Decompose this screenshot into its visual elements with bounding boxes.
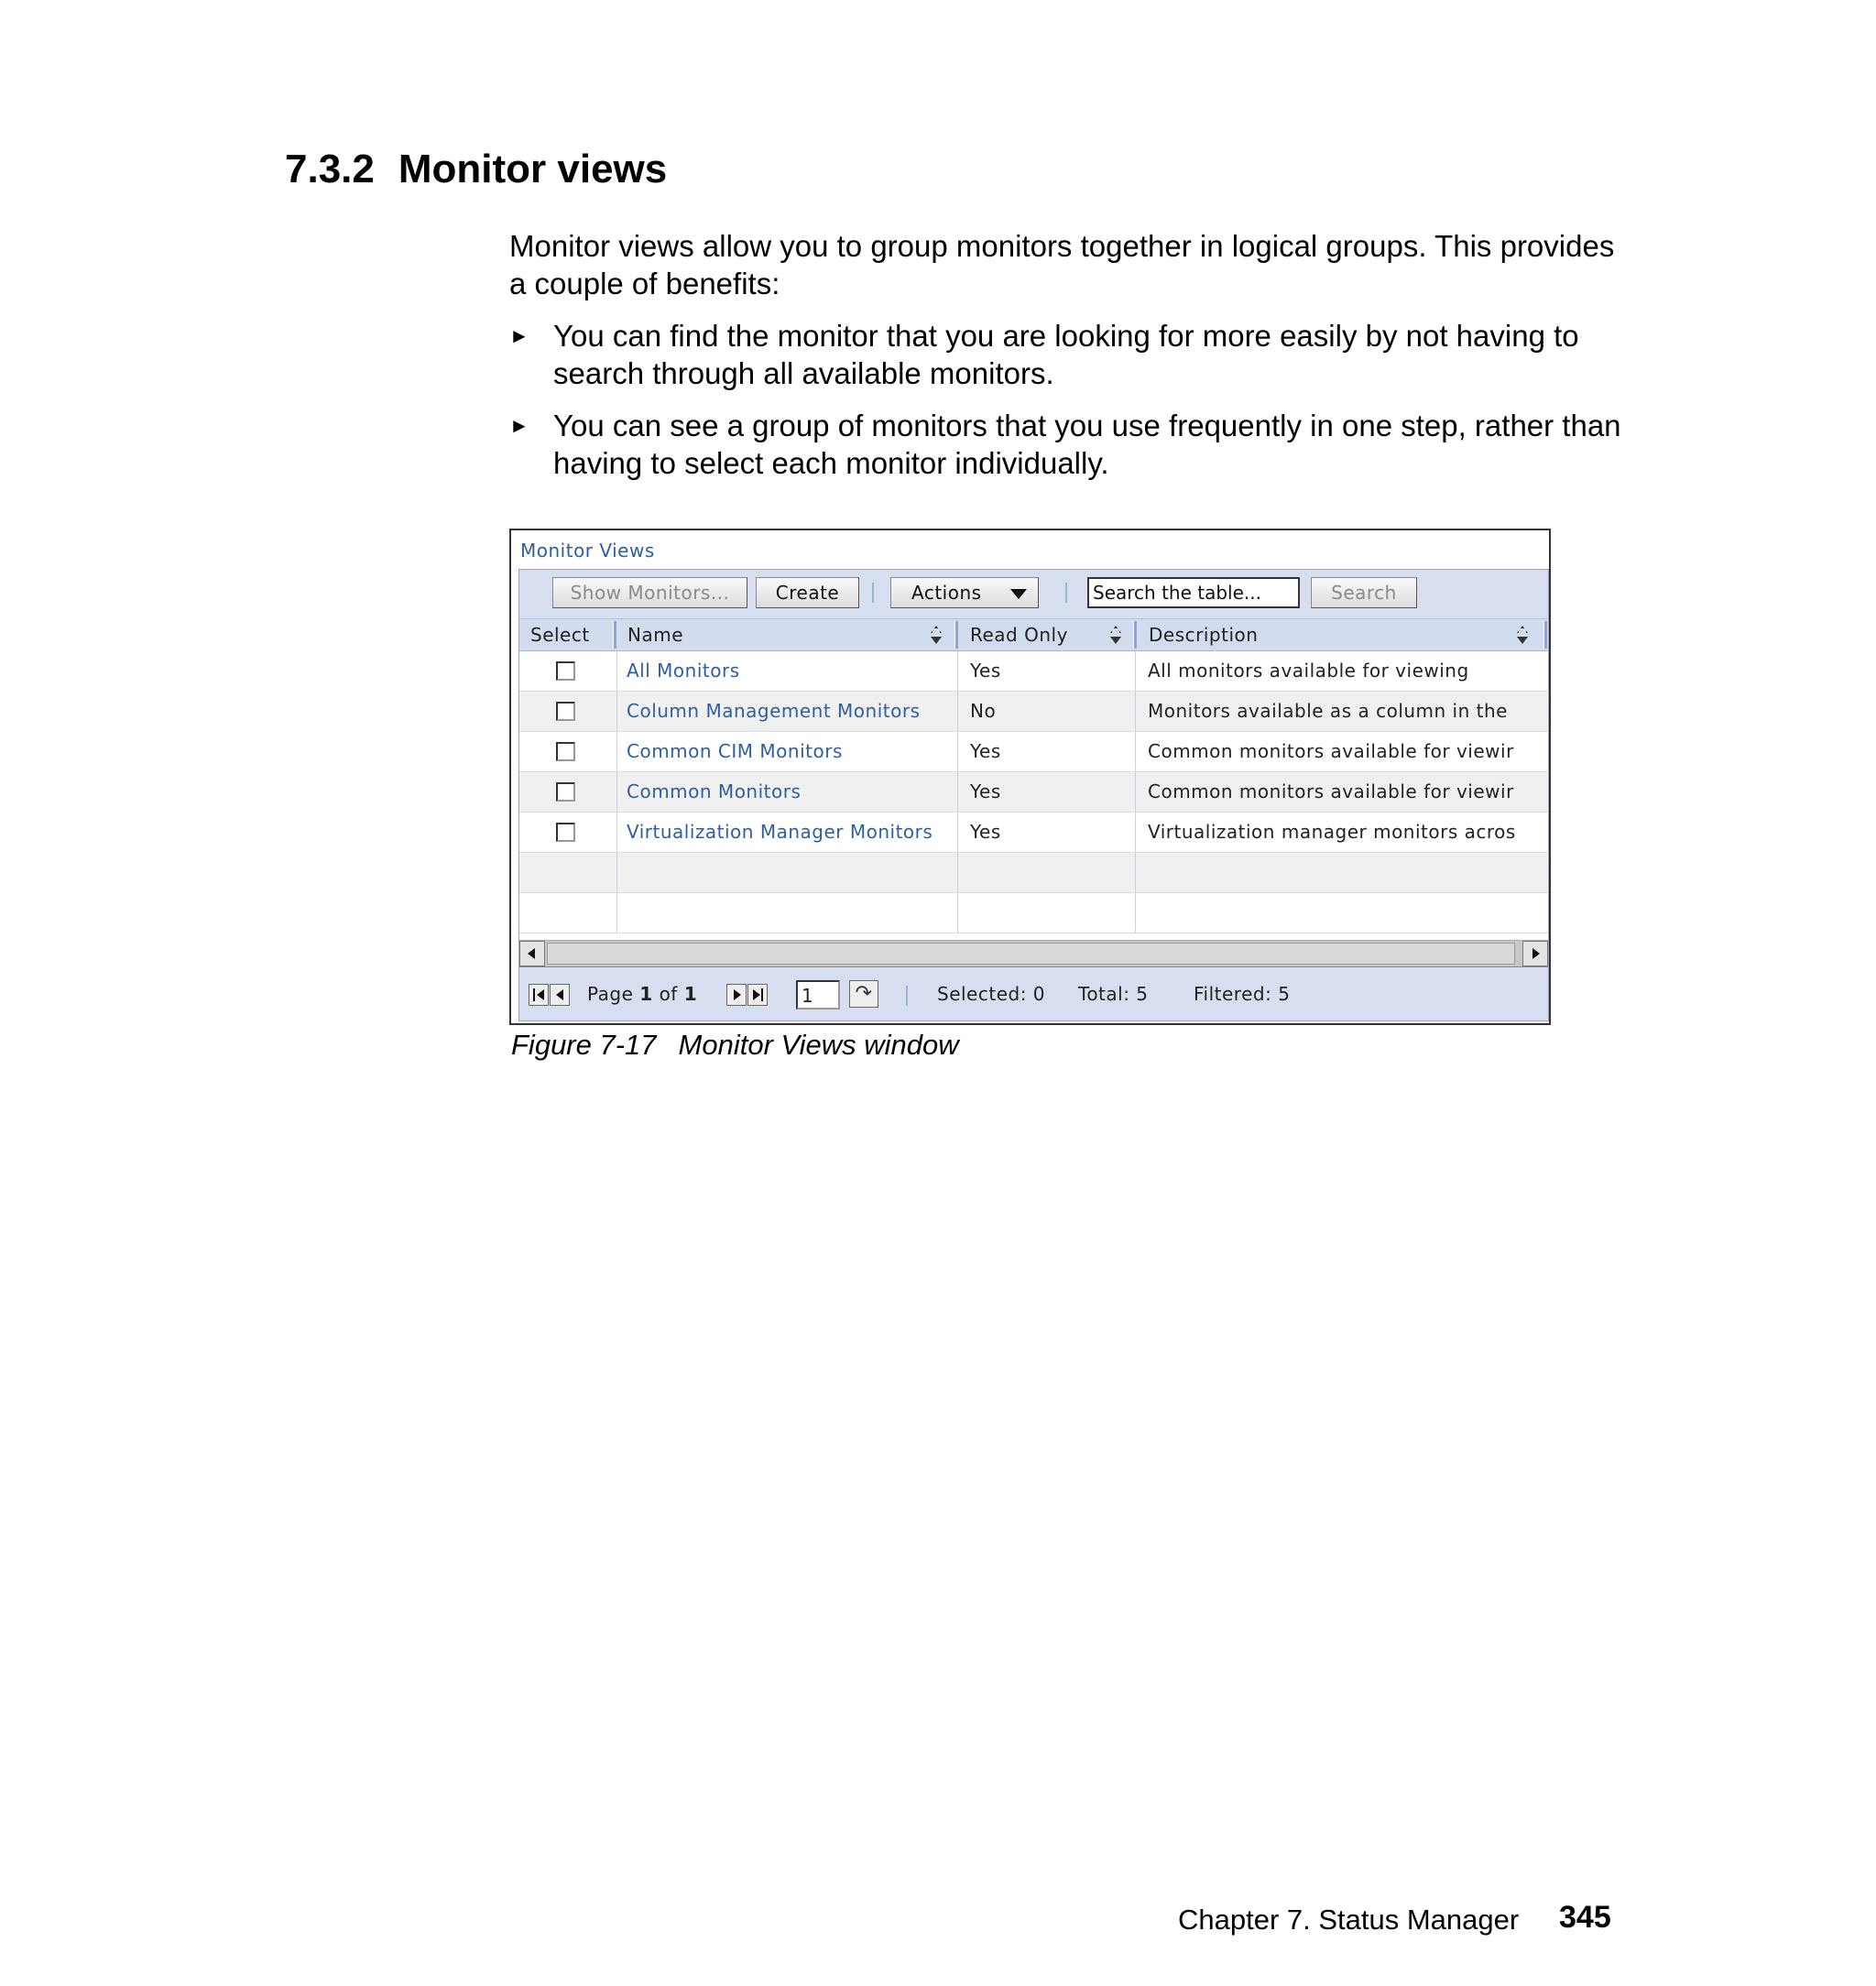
page-indicator (587, 980, 697, 1008)
monitor-views-panel (518, 569, 1549, 1021)
row-checkbox[interactable] (556, 661, 575, 681)
table-toolbar (519, 570, 1548, 618)
actions-dropdown[interactable] (890, 577, 1039, 608)
column-header-description[interactable]: Description (1149, 624, 1259, 646)
search-input[interactable]: Search the table... (1087, 577, 1300, 608)
show-monitors-button[interactable]: Show Monitors... (552, 577, 747, 608)
empty-cell (519, 893, 617, 933)
bullet-text: You can see a group of monitors that you use frequently in one step, rather than having to select each monitor individually. (553, 409, 1621, 480)
column-header-name[interactable]: Name (627, 624, 684, 646)
select-cell (519, 772, 617, 812)
column-resize-handle[interactable] (1133, 621, 1137, 649)
go-to-page-icon[interactable]: ↷ (849, 980, 878, 1008)
column-resize-handle[interactable] (954, 621, 958, 649)
bullet-triangle-icon: ► (509, 324, 529, 347)
next-page-icon[interactable] (726, 984, 747, 1006)
chevron-down-icon (1010, 589, 1027, 599)
name-link[interactable]: Common CIM Monitors (617, 732, 958, 771)
empty-cell (519, 853, 617, 892)
horizontal-scrollbar[interactable] (519, 940, 1548, 967)
empty-cell (617, 853, 958, 892)
table-row (519, 813, 1548, 853)
row-checkbox[interactable] (556, 823, 575, 842)
table-header (519, 618, 1548, 651)
bullet-text: You can find the monitor that you are looking for more easily by not having to search through all available monitors. (553, 319, 1579, 390)
of-word: of (659, 983, 678, 1005)
name-link[interactable]: Virtualization Manager Monitors (617, 813, 958, 852)
column-resize-handle[interactable] (1543, 621, 1547, 649)
select-cell (519, 651, 617, 691)
pagination-footer (519, 967, 1548, 1021)
figure-title: Monitor Views window (678, 1029, 959, 1061)
empty-cell (1137, 853, 1549, 892)
read-only-cell: Yes (959, 772, 1136, 812)
sort-icon[interactable] (1516, 625, 1529, 645)
empty-cell (959, 893, 1136, 933)
empty-cell (959, 853, 1136, 892)
description-cell: Monitors available as a column in the (1148, 700, 1508, 722)
row-checkbox[interactable] (556, 702, 575, 721)
previous-page-icon[interactable] (550, 984, 570, 1006)
intro-paragraph: Monitor views allow you to group monitors together in logical groups. This provides a couple of benefits: (509, 229, 1615, 300)
selected-count: Selected: 0 (937, 983, 1046, 1005)
create-button[interactable]: Create (756, 577, 859, 608)
toolbar-separator (872, 583, 874, 603)
sort-icon[interactable] (930, 625, 943, 645)
chapter-footer: Chapter 7. Status Manager (1178, 1904, 1520, 1936)
select-cell (519, 692, 617, 731)
table-row (519, 651, 1548, 692)
page-word: Page (587, 983, 634, 1005)
window-title: Monitor Views (520, 540, 655, 562)
select-cell (519, 732, 617, 771)
figure-label: Figure 7-17 (511, 1029, 657, 1061)
bullet-item (509, 407, 1627, 482)
filtered-count: Filtered: 5 (1194, 983, 1291, 1005)
page-total: 1 (683, 983, 698, 1005)
first-page-icon[interactable] (529, 984, 549, 1006)
bullet-triangle-icon: ► (509, 414, 529, 437)
figure-caption (511, 1029, 959, 1062)
scroll-left-icon[interactable] (519, 941, 545, 966)
section-title: Monitor views (398, 147, 668, 191)
name-link[interactable]: Column Management Monitors (617, 692, 958, 731)
row-checkbox[interactable] (556, 782, 575, 802)
row-checkbox[interactable] (556, 742, 575, 761)
name-link[interactable]: All Monitors (617, 651, 958, 691)
column-header-select: Select (530, 624, 590, 646)
section-heading (285, 147, 667, 192)
read-only-cell: No (959, 692, 1136, 731)
read-only-cell: Yes (959, 732, 1136, 771)
empty-row (519, 853, 1548, 893)
page-number: 345 (1559, 1900, 1611, 1935)
sort-icon[interactable] (1109, 625, 1122, 645)
actions-label: Actions (911, 582, 982, 604)
empty-row (519, 893, 1548, 933)
column-header-read-only[interactable]: Read Only (970, 624, 1068, 646)
section-number: 7.3.2 (285, 147, 375, 191)
toolbar-separator (1065, 583, 1067, 603)
description-cell: Common monitors available for viewir (1148, 780, 1514, 802)
table-row (519, 692, 1548, 732)
select-cell (519, 813, 617, 852)
read-only-cell: Yes (959, 813, 1136, 852)
description-cell: Common monitors available for viewir (1148, 740, 1514, 762)
search-button[interactable]: Search (1311, 577, 1417, 608)
empty-cell (1137, 893, 1549, 933)
name-link[interactable]: Common Monitors (617, 772, 958, 812)
read-only-cell: Yes (959, 651, 1136, 691)
page-number-input[interactable]: 1 (796, 980, 840, 1009)
empty-cell (617, 893, 958, 933)
monitor-views-window (509, 529, 1551, 1025)
scroll-right-icon[interactable] (1522, 941, 1548, 966)
last-page-icon[interactable] (747, 984, 768, 1006)
bullet-item (509, 317, 1627, 392)
description-cell: Virtualization manager monitors acros (1148, 821, 1516, 843)
scrollbar-thumb[interactable] (547, 943, 1515, 965)
table-row (519, 772, 1548, 813)
column-resize-handle[interactable] (613, 621, 616, 649)
description-cell: All monitors available for viewing (1148, 660, 1469, 682)
table-row (519, 732, 1548, 772)
table-body (519, 651, 1548, 933)
total-count: Total: 5 (1078, 983, 1149, 1005)
page-current: 1 (639, 983, 653, 1005)
footer-separator (906, 986, 908, 1006)
